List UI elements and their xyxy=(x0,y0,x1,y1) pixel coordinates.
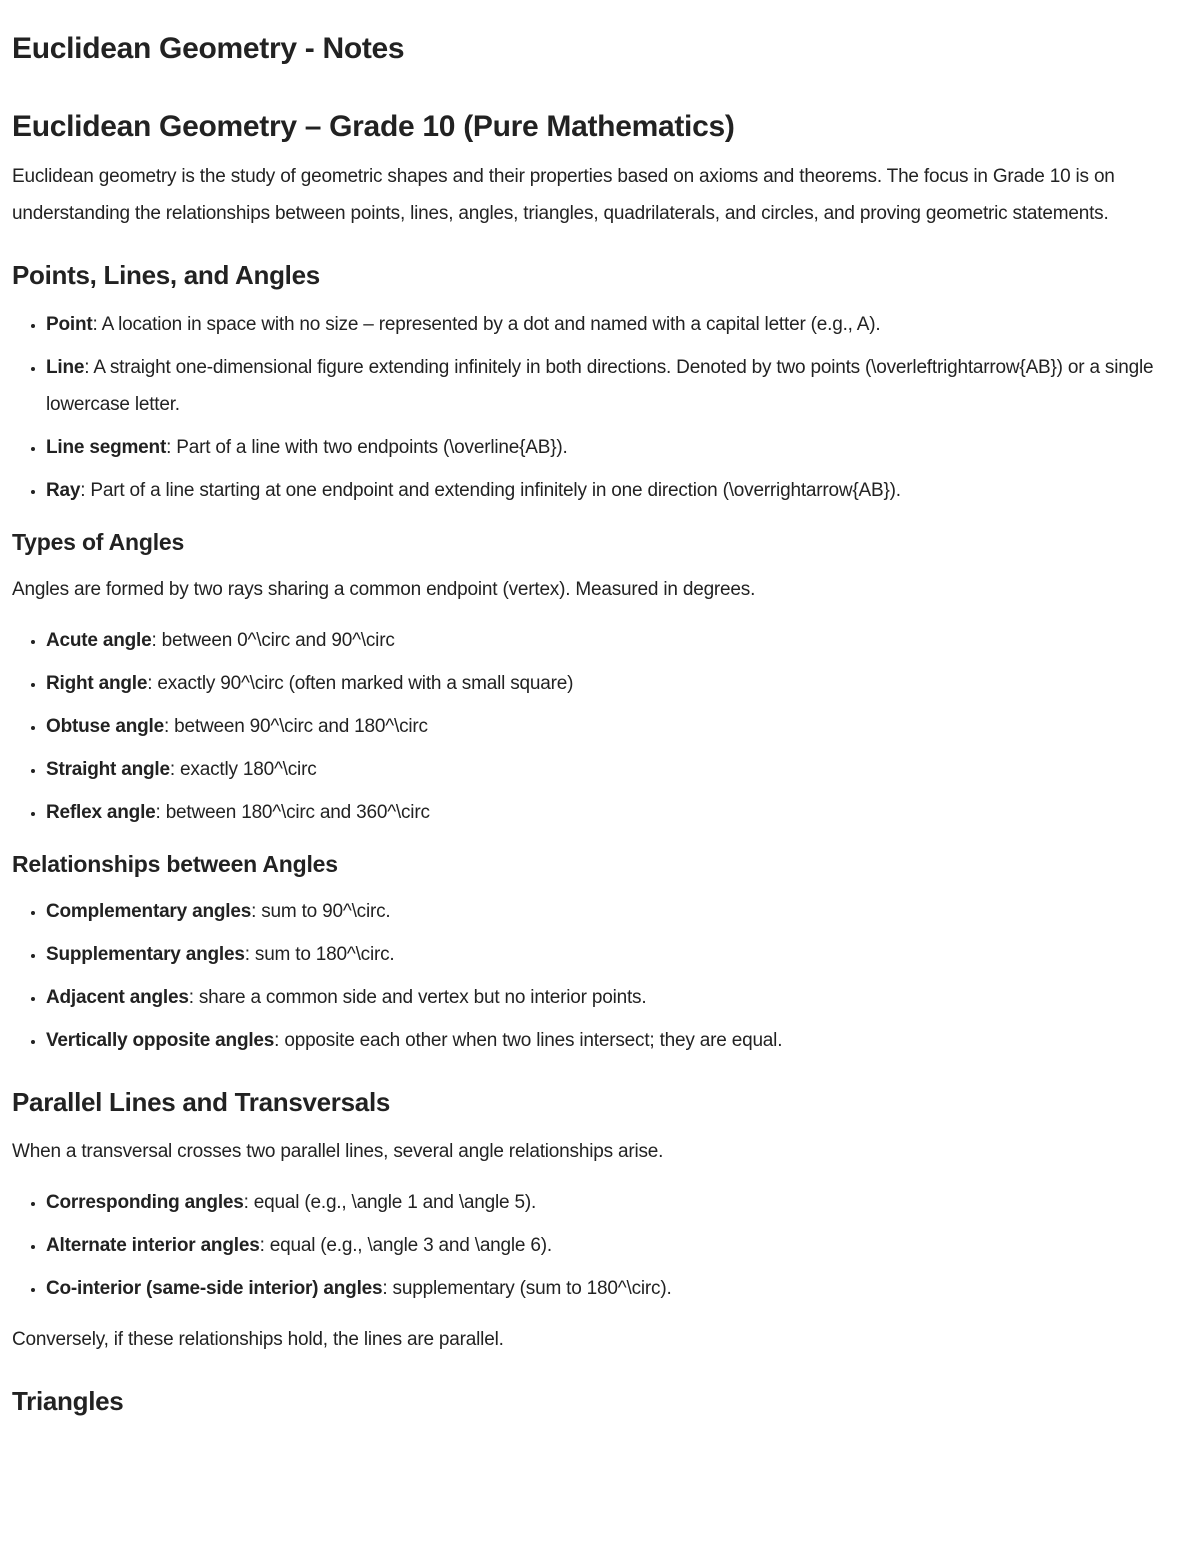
list-item xyxy=(46,794,1188,831)
definition: : exactly 180^\circ xyxy=(169,759,317,780)
list-item xyxy=(46,708,1188,745)
definition: : between 0^\circ and 90^\circ xyxy=(151,630,395,651)
term: Corresponding angles xyxy=(46,1192,244,1213)
definition: : equal (e.g., \angle 3 and \angle 6). xyxy=(259,1235,552,1256)
definition: : sum to 90^\circ. xyxy=(251,901,391,922)
term: Supplementary angles xyxy=(46,944,245,965)
list-item xyxy=(46,893,1188,930)
term: Vertically opposite angles xyxy=(46,1030,275,1051)
definition: : equal (e.g., \angle 1 and \angle 5). xyxy=(243,1192,537,1213)
definition: : Part of a line with two endpoints (\overline{AB}). xyxy=(166,437,568,458)
term: Adjacent angles xyxy=(46,987,189,1008)
definition: : supplementary (sum to 180^\circ). xyxy=(382,1278,672,1299)
definition: : share a common side and vertex but no interior points. xyxy=(188,987,647,1008)
main-heading: Euclidean Geometry – Grade 10 (Pure Mathematics) xyxy=(12,110,735,143)
definition: : exactly 90^\circ (often marked with a small square) xyxy=(147,673,574,694)
list-item xyxy=(46,622,1188,659)
section-heading-types-of-angles: Types of Angles xyxy=(12,529,185,555)
section-heading-points-lines: Points, Lines, and Angles xyxy=(12,260,320,290)
definition: : between 90^\circ and 180^\circ xyxy=(163,716,428,737)
relationships-list xyxy=(12,893,1188,1059)
definition: : between 180^\circ and 360^\circ xyxy=(155,802,430,823)
definition: : A location in space with no size – represented by a dot and named with a capital letter (e.g., A). xyxy=(92,314,881,335)
term: Point xyxy=(46,314,93,335)
list-item xyxy=(46,429,1188,466)
term: Co-interior (same-side interior) angles xyxy=(46,1278,383,1299)
parallel-lines-outro: Conversely, if these relationships hold, the lines are parallel. xyxy=(12,1329,504,1350)
list-item xyxy=(46,665,1188,702)
types-of-angles-intro: Angles are formed by two rays sharing a common endpoint (vertex). Measured in degrees. xyxy=(12,579,756,600)
list-item xyxy=(46,936,1188,973)
definition: : A straight one-dimensional figure extending infinitely in both directions. Denoted by two points (\overleftrightarrow{AB}) or a single lowercase letter. xyxy=(46,357,1154,415)
list-item xyxy=(46,472,1188,509)
section-heading-parallel-lines: Parallel Lines and Transversals xyxy=(12,1087,391,1117)
term: Line segment xyxy=(46,437,167,458)
list-item xyxy=(46,1227,1188,1264)
list-item xyxy=(46,1270,1188,1307)
list-item xyxy=(46,1184,1188,1221)
term: Straight angle xyxy=(46,759,170,780)
term: Alternate interior angles xyxy=(46,1235,260,1256)
parallel-lines-list xyxy=(12,1184,1188,1307)
term: Acute angle xyxy=(46,630,152,651)
term: Reflex angle xyxy=(46,802,156,823)
definition: : Part of a line starting at one endpoint and extending infinitely in one direction (\overrightarrow{AB}). xyxy=(80,480,901,501)
term: Line xyxy=(46,357,85,378)
list-item xyxy=(46,979,1188,1016)
document-title: Euclidean Geometry - Notes xyxy=(12,32,405,65)
term: Right angle xyxy=(46,673,148,694)
list-item xyxy=(46,349,1188,423)
section-heading-relationships: Relationships between Angles xyxy=(12,851,338,877)
parallel-lines-intro: When a transversal crosses two parallel lines, several angle relationships arise. xyxy=(12,1141,664,1162)
term: Ray xyxy=(46,480,81,501)
definition: : opposite each other when two lines intersect; they are equal. xyxy=(274,1030,783,1051)
section-heading-triangles: Triangles xyxy=(12,1386,124,1416)
list-item xyxy=(46,751,1188,788)
points-lines-list xyxy=(12,306,1188,509)
list-item xyxy=(46,1022,1188,1059)
term: Obtuse angle xyxy=(46,716,164,737)
types-of-angles-list xyxy=(12,622,1188,831)
term: Complementary angles xyxy=(46,901,252,922)
definition: : sum to 180^\circ. xyxy=(244,944,395,965)
intro-paragraph: Euclidean geometry is the study of geometric shapes and their properties based on axioms and theorems. The focus in Grade 10 is on understanding the relationships between points, lines, angles, triangles, quadrilaterals, and circles, and proving geometric statements. xyxy=(12,166,1115,224)
list-item xyxy=(46,306,1188,343)
